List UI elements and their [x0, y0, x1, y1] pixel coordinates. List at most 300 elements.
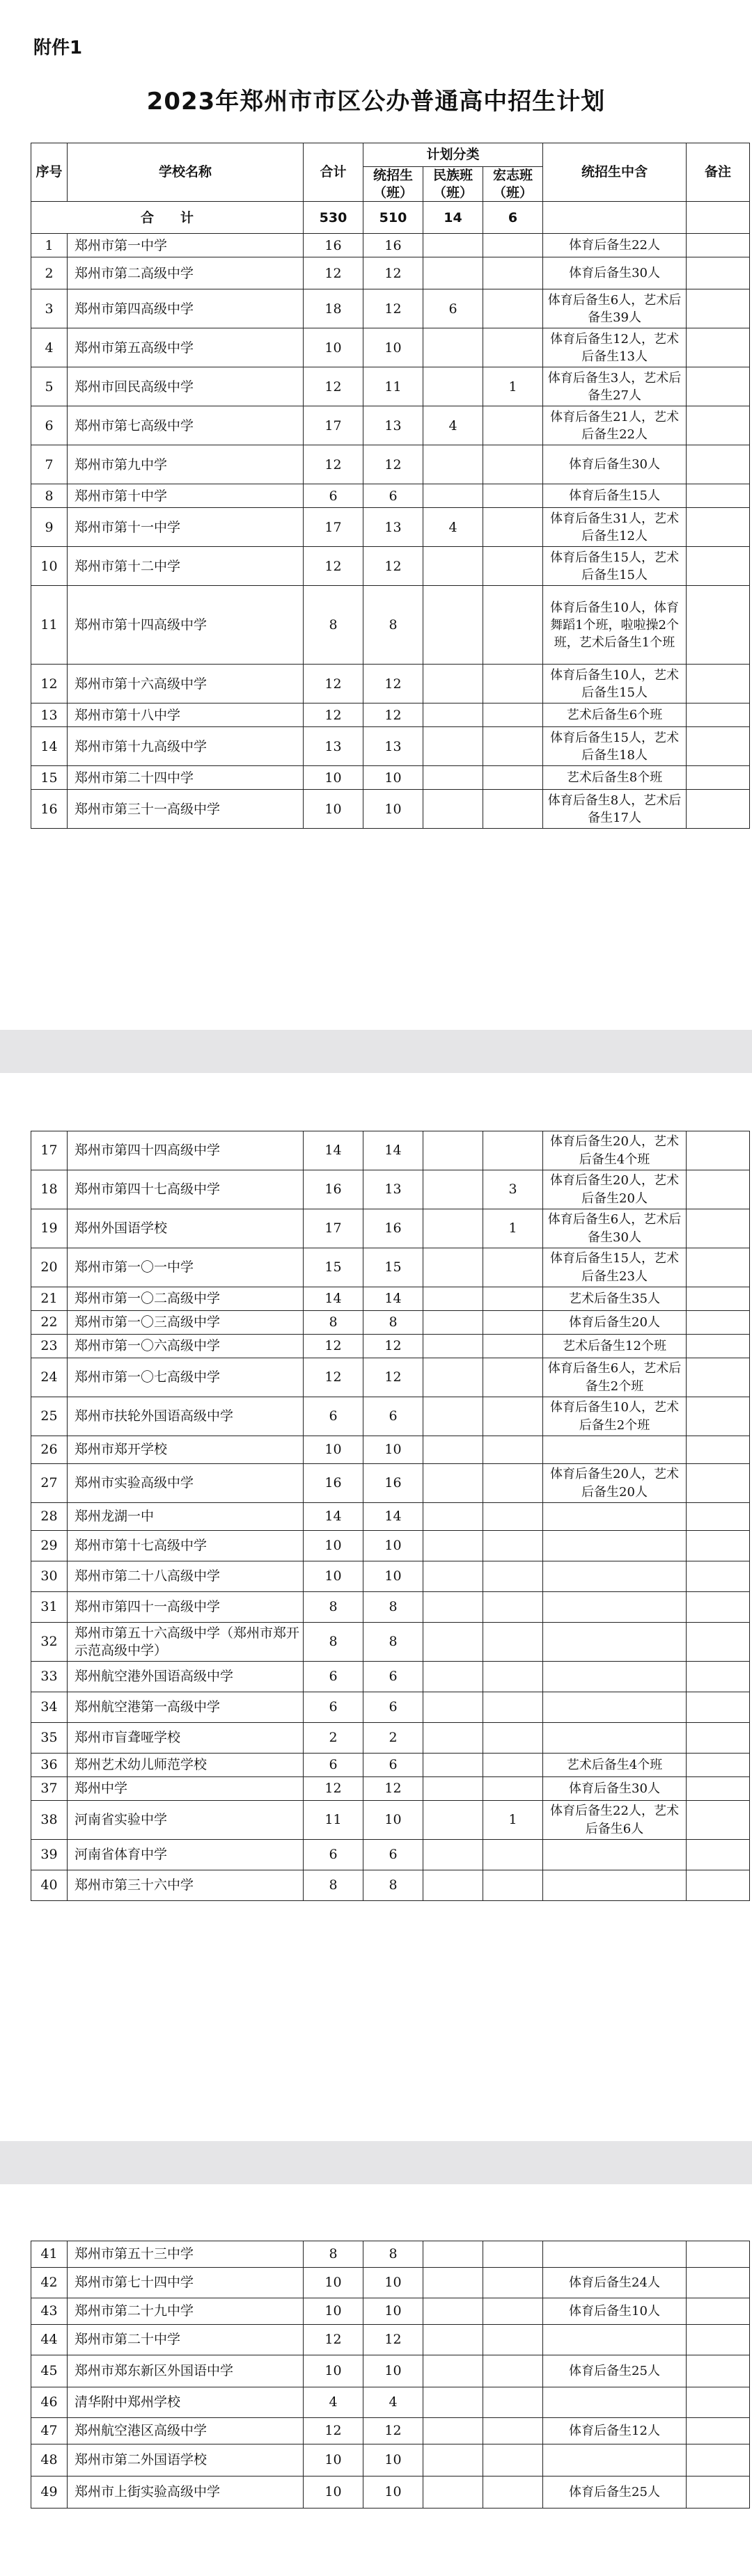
enrollment-table-page-1: [31, 143, 750, 829]
cell-minzu: [423, 1358, 483, 1397]
cell-general: 13: [363, 508, 423, 547]
cell-seq: 39: [31, 1840, 68, 1870]
cell-remark: [687, 2444, 750, 2476]
attachment-label: 附件1: [33, 38, 83, 58]
cell-includes: 体育后备生3人，艺术后备生27人: [543, 367, 687, 406]
cell-general: 10: [363, 1531, 423, 1561]
cell-total: 10: [304, 2476, 363, 2509]
cell-school-name: 郑州市第五高级中学: [68, 328, 304, 367]
cell-total: 10: [304, 1531, 363, 1561]
cell-includes: 体育后备生12人，艺术后备生13人: [543, 328, 687, 367]
cell-minzu: [423, 1248, 483, 1287]
cell-minzu: [423, 1170, 483, 1209]
cell-seq: 1: [31, 234, 68, 257]
cell-school-name: 郑州市第三十一高级中学: [68, 790, 304, 829]
cell-school-name: 郑州航空港第一高级中学: [68, 1692, 304, 1723]
enrollment-table-page-3: [31, 2241, 750, 2509]
cell-hongzhi: [483, 2418, 543, 2444]
cell-remark: [687, 1870, 750, 1901]
cell-hongzhi: [483, 790, 543, 829]
cell-general: 12: [363, 1777, 423, 1801]
cell-school-name: 郑州市第一中学: [68, 234, 304, 257]
cell-remark: [687, 703, 750, 727]
cell-minzu: [423, 2325, 483, 2355]
table-row: [31, 766, 750, 790]
cell-seq: 2: [31, 257, 68, 289]
cell-seq: 42: [31, 2268, 68, 2298]
cell-remark: [687, 1801, 750, 1840]
cell-seq: 31: [31, 1592, 68, 1623]
cell-hongzhi: [483, 1840, 543, 1870]
cell-includes: [543, 1561, 687, 1592]
cell-remark: [687, 665, 750, 703]
cell-seq: 30: [31, 1561, 68, 1592]
cell-hongzhi: [483, 703, 543, 727]
cell-includes: 艺术后备生8个班: [543, 766, 687, 790]
cell-includes: 体育后备生24人: [543, 2268, 687, 2298]
cell-includes: 艺术后备生6个班: [543, 703, 687, 727]
cell-hongzhi: [483, 257, 543, 289]
cell-includes: 体育后备生10人，艺术后备生15人: [543, 665, 687, 703]
cell-remark: [687, 1358, 750, 1397]
table-row: [31, 1777, 750, 1801]
cell-hongzhi: [483, 547, 543, 586]
cell-hongzhi: [483, 406, 543, 445]
cell-includes: 体育后备生22人: [543, 234, 687, 257]
cell-school-name: 郑州市第四十七高级中学: [68, 1170, 304, 1209]
cell-general: 10: [363, 328, 423, 367]
cell-total: 11: [304, 1801, 363, 1840]
cell-includes: [543, 1840, 687, 1870]
cell-total: 14: [304, 1131, 363, 1170]
cell-school-name: 郑州市第七高级中学: [68, 406, 304, 445]
cell-remark: [687, 1335, 750, 1358]
cell-minzu: [423, 1801, 483, 1840]
cell-total: 10: [304, 790, 363, 829]
cell-general: 14: [363, 1131, 423, 1170]
cell-school-name: 郑州外国语学校: [68, 1209, 304, 1248]
cell-general: 16: [363, 1209, 423, 1248]
cell-general: 2: [363, 1723, 423, 1754]
cell-seq: 3: [31, 289, 68, 328]
cell-seq: 44: [31, 2325, 68, 2355]
cell-seq: 34: [31, 1692, 68, 1723]
col-header-seq: 序号: [31, 143, 68, 202]
cell-seq: 11: [31, 586, 68, 665]
cell-minzu: [423, 1870, 483, 1901]
cell-remark: [687, 1131, 750, 1170]
cell-school-name: 郑州市第三十六中学: [68, 1870, 304, 1901]
cell-general: 14: [363, 1503, 423, 1531]
cell-total: 8: [304, 1870, 363, 1901]
cell-minzu: [423, 1592, 483, 1623]
cell-general: 12: [363, 2418, 423, 2444]
cell-includes: 体育后备生21人，艺术后备生22人: [543, 406, 687, 445]
cell-minzu: [423, 1335, 483, 1358]
cell-minzu: [423, 2387, 483, 2418]
page-gap: [0, 2141, 752, 2184]
cell-general: 13: [363, 406, 423, 445]
cell-general: 11: [363, 367, 423, 406]
cell-hongzhi: [483, 586, 543, 665]
cell-school-name: 郑州市第五十六高级中学（郑州市郑开示范高级中学）: [68, 1623, 304, 1662]
cell-general: 12: [363, 445, 423, 484]
cell-total: 4: [304, 2387, 363, 2418]
cell-general: 8: [363, 1311, 423, 1335]
table-row: [31, 1209, 750, 1248]
cell-total: 12: [304, 257, 363, 289]
table-row: [31, 1503, 750, 1531]
cell-school-name: 郑州市第一〇七高级中学: [68, 1358, 304, 1397]
cell-total: 12: [304, 2325, 363, 2355]
cell-hongzhi: [483, 2298, 543, 2325]
table-row: [31, 2325, 750, 2355]
cell-general: 12: [363, 257, 423, 289]
table-row: [31, 1397, 750, 1436]
table-row: [31, 1358, 750, 1397]
cell-school-name: 郑州市第十八中学: [68, 703, 304, 727]
cell-minzu: [423, 547, 483, 586]
cell-includes: [543, 1592, 687, 1623]
cell-school-name: 郑州市第五十三中学: [68, 2241, 304, 2268]
cell-remark: [687, 1209, 750, 1248]
cell-includes: [543, 1623, 687, 1662]
cell-seq: 19: [31, 1209, 68, 1248]
cell-minzu: [423, 2418, 483, 2444]
cell-remark: [687, 289, 750, 328]
cell-school-name: 郑州市第二十中学: [68, 2325, 304, 2355]
cell-seq: 12: [31, 665, 68, 703]
cell-total: 8: [304, 2241, 363, 2268]
cell-minzu: [423, 2298, 483, 2325]
cell-seq: 35: [31, 1723, 68, 1754]
cell-includes: 体育后备生10人: [543, 2298, 687, 2325]
cell-general: 6: [363, 1754, 423, 1777]
cell-includes: 体育后备生30人: [543, 445, 687, 484]
cell-school-name: 郑州市第二外国语学校: [68, 2444, 304, 2476]
cell-minzu: [423, 1131, 483, 1170]
cell-minzu: [423, 2268, 483, 2298]
table-row: [31, 1531, 750, 1561]
cell-hongzhi: [483, 1248, 543, 1287]
cell-includes: [543, 1436, 687, 1464]
cell-school-name: 郑州市第十二中学: [68, 547, 304, 586]
cell-includes: 体育后备生10人，艺术后备生2个班: [543, 1397, 687, 1436]
cell-general: 10: [363, 1436, 423, 1464]
table-row: [31, 547, 750, 586]
cell-minzu: [423, 1311, 483, 1335]
table-row: [31, 1248, 750, 1287]
cell-remark: [687, 1531, 750, 1561]
cell-includes: 艺术后备生12个班: [543, 1335, 687, 1358]
cell-seq: 17: [31, 1131, 68, 1170]
cell-hongzhi: [483, 508, 543, 547]
cell-seq: 22: [31, 1311, 68, 1335]
cell-minzu: [423, 328, 483, 367]
cell-minzu: [423, 586, 483, 665]
cell-total: 16: [304, 1170, 363, 1209]
cell-remark: [687, 1692, 750, 1723]
cell-general: 16: [363, 234, 423, 257]
cell-hongzhi: 1: [483, 1209, 543, 1248]
cell-total: 10: [304, 2355, 363, 2387]
col-header-minzu: 民族班（班）: [423, 167, 483, 202]
cell-remark: [687, 508, 750, 547]
cell-includes: [543, 2444, 687, 2476]
cell-general: 16: [363, 1464, 423, 1503]
table-row: [31, 484, 750, 508]
table-row: [31, 1436, 750, 1464]
cell-includes: 体育后备生15人，艺术后备生15人: [543, 547, 687, 586]
cell-school-name: 郑州市扶轮外国语高级中学: [68, 1397, 304, 1436]
cell-remark: [687, 1311, 750, 1335]
cell-hongzhi: 3: [483, 1170, 543, 1209]
cell-remark: [687, 1397, 750, 1436]
cell-includes: 艺术后备生4个班: [543, 1754, 687, 1777]
cell-total: 15: [304, 1248, 363, 1287]
cell-minzu: [423, 790, 483, 829]
cell-general: 6: [363, 1692, 423, 1723]
cell-general: 10: [363, 1561, 423, 1592]
cell-seq: 48: [31, 2444, 68, 2476]
cell-general: 8: [363, 1623, 423, 1662]
cell-hongzhi: [483, 1436, 543, 1464]
cell-hongzhi: [483, 1623, 543, 1662]
cell-total: 12: [304, 665, 363, 703]
cell-seq: 16: [31, 790, 68, 829]
table-row: [31, 1592, 750, 1623]
cell-hongzhi: [483, 289, 543, 328]
cell-remark: [687, 1436, 750, 1464]
cell-hongzhi: [483, 1358, 543, 1397]
cell-hongzhi: [483, 1777, 543, 1801]
table-row: [31, 1723, 750, 1754]
cell-minzu: [423, 445, 483, 484]
cell-minzu: [423, 727, 483, 766]
cell-total: 8: [304, 1311, 363, 1335]
cell-includes: [543, 1692, 687, 1723]
cell-includes: 体育后备生8人，艺术后备生17人: [543, 790, 687, 829]
cell-school-name: 郑州市第一〇二高级中学: [68, 1287, 304, 1311]
cell-general: 6: [363, 484, 423, 508]
cell-hongzhi: [483, 1723, 543, 1754]
totals-label: 合 计: [31, 202, 304, 234]
cell-includes: 体育后备生20人，艺术后备生20人: [543, 1464, 687, 1503]
cell-seq: 45: [31, 2355, 68, 2387]
table-row: [31, 1801, 750, 1840]
cell-seq: 28: [31, 1503, 68, 1531]
cell-minzu: [423, 1561, 483, 1592]
table-row: [31, 1335, 750, 1358]
cell-school-name: 郑州市第一〇六高级中学: [68, 1335, 304, 1358]
cell-total: 12: [304, 1358, 363, 1397]
cell-general: 10: [363, 2268, 423, 2298]
cell-remark: [687, 1248, 750, 1287]
cell-general: 14: [363, 1287, 423, 1311]
cell-remark: [687, 1623, 750, 1662]
table-row: [31, 1464, 750, 1503]
cell-minzu: [423, 2241, 483, 2268]
cell-total: 12: [304, 547, 363, 586]
cell-seq: 27: [31, 1464, 68, 1503]
cell-minzu: [423, 1754, 483, 1777]
cell-includes: 体育后备生6人，艺术后备生30人: [543, 1209, 687, 1248]
totals-row: [31, 202, 750, 234]
cell-remark: [687, 1723, 750, 1754]
cell-seq: 15: [31, 766, 68, 790]
cell-general: 8: [363, 1592, 423, 1623]
cell-remark: [687, 766, 750, 790]
cell-hongzhi: [483, 1335, 543, 1358]
cell-total: 17: [304, 406, 363, 445]
cell-school-name: 郑州龙湖一中: [68, 1503, 304, 1531]
cell-remark: [687, 1840, 750, 1870]
cell-general: 10: [363, 766, 423, 790]
cell-school-name: 郑州市第四十四高级中学: [68, 1131, 304, 1170]
cell-seq: 26: [31, 1436, 68, 1464]
table-row: [31, 1623, 750, 1662]
cell-hongzhi: [483, 2387, 543, 2418]
cell-minzu: [423, 703, 483, 727]
cell-remark: [687, 1777, 750, 1801]
cell-includes: 体育后备生6人，艺术后备生2个班: [543, 1358, 687, 1397]
cell-includes: 体育后备生15人，艺术后备生23人: [543, 1248, 687, 1287]
cell-includes: 体育后备生20人，艺术后备生20人: [543, 1170, 687, 1209]
cell-remark: [687, 1662, 750, 1692]
cell-seq: 32: [31, 1623, 68, 1662]
cell-minzu: [423, 665, 483, 703]
cell-general: 12: [363, 2325, 423, 2355]
cell-includes: [543, 1662, 687, 1692]
cell-remark: [687, 234, 750, 257]
cell-seq: 10: [31, 547, 68, 586]
cell-hongzhi: [483, 2355, 543, 2387]
cell-seq: 40: [31, 1870, 68, 1901]
cell-seq: 29: [31, 1531, 68, 1561]
cell-seq: 37: [31, 1777, 68, 1801]
table-row: [31, 1287, 750, 1311]
cell-hongzhi: [483, 1662, 543, 1692]
cell-total: 6: [304, 1692, 363, 1723]
table-row: [31, 257, 750, 289]
cell-school-name: 郑州市回民高级中学: [68, 367, 304, 406]
cell-includes: 艺术后备生35人: [543, 1287, 687, 1311]
cell-total: 12: [304, 1777, 363, 1801]
cell-seq: 41: [31, 2241, 68, 2268]
cell-general: 4: [363, 2387, 423, 2418]
cell-includes: 体育后备生20人，艺术后备生4个班: [543, 1131, 687, 1170]
cell-general: 12: [363, 703, 423, 727]
cell-remark: [687, 406, 750, 445]
totals-minzu: 14: [423, 202, 483, 234]
cell-school-name: 郑州市第四高级中学: [68, 289, 304, 328]
cell-general: 12: [363, 665, 423, 703]
cell-remark: [687, 586, 750, 665]
cell-school-name: 郑州航空港外国语高级中学: [68, 1662, 304, 1692]
cell-general: 6: [363, 1840, 423, 1870]
cell-seq: 5: [31, 367, 68, 406]
cell-seq: 9: [31, 508, 68, 547]
cell-remark: [687, 1287, 750, 1311]
table-row: [31, 1311, 750, 1335]
cell-includes: [543, 2241, 687, 2268]
cell-minzu: [423, 1692, 483, 1723]
cell-total: 6: [304, 1662, 363, 1692]
cell-total: 6: [304, 1840, 363, 1870]
cell-school-name: 郑州市郑东新区外国语中学: [68, 2355, 304, 2387]
cell-school-name: 郑州中学: [68, 1777, 304, 1801]
cell-remark: [687, 445, 750, 484]
cell-hongzhi: [483, 234, 543, 257]
cell-school-name: 郑州市第二十九中学: [68, 2298, 304, 2325]
cell-hongzhi: [483, 1464, 543, 1503]
cell-hongzhi: [483, 1287, 543, 1311]
cell-general: 8: [363, 1870, 423, 1901]
cell-minzu: [423, 1777, 483, 1801]
cell-total: 10: [304, 328, 363, 367]
cell-total: 12: [304, 1335, 363, 1358]
cell-hongzhi: [483, 1692, 543, 1723]
cell-total: 17: [304, 1209, 363, 1248]
cell-hongzhi: [483, 766, 543, 790]
totals-general: 510: [363, 202, 423, 234]
cell-hongzhi: [483, 1561, 543, 1592]
cell-school-name: 清华附中郑州学校: [68, 2387, 304, 2418]
cell-school-name: 郑州市第十七高级中学: [68, 1531, 304, 1561]
table-row: [31, 586, 750, 665]
cell-remark: [687, 2298, 750, 2325]
cell-total: 14: [304, 1503, 363, 1531]
cell-total: 2: [304, 1723, 363, 1754]
cell-remark: [687, 2325, 750, 2355]
cell-remark: [687, 727, 750, 766]
col-header-total: 合计: [304, 143, 363, 202]
cell-minzu: [423, 1840, 483, 1870]
cell-hongzhi: [483, 445, 543, 484]
cell-total: 17: [304, 508, 363, 547]
cell-total: 12: [304, 445, 363, 484]
cell-minzu: 4: [423, 508, 483, 547]
cell-general: 8: [363, 586, 423, 665]
cell-remark: [687, 1503, 750, 1531]
cell-includes: [543, 1870, 687, 1901]
cell-school-name: 郑州市盲聋哑学校: [68, 1723, 304, 1754]
cell-remark: [687, 1754, 750, 1777]
cell-minzu: [423, 2476, 483, 2509]
cell-school-name: 郑州艺术幼儿师范学校: [68, 1754, 304, 1777]
cell-minzu: [423, 1623, 483, 1662]
table-row: [31, 2476, 750, 2509]
cell-total: 8: [304, 1623, 363, 1662]
col-header-hongzhi: 宏志班（班）: [483, 167, 543, 202]
cell-school-name: 郑州市第十九高级中学: [68, 727, 304, 766]
cell-remark: [687, 257, 750, 289]
cell-includes: 体育后备生30人: [543, 257, 687, 289]
cell-seq: 18: [31, 1170, 68, 1209]
cell-general: 15: [363, 1248, 423, 1287]
cell-seq: 13: [31, 703, 68, 727]
cell-seq: 6: [31, 406, 68, 445]
cell-seq: 24: [31, 1358, 68, 1397]
cell-hongzhi: [483, 1754, 543, 1777]
table-row: [31, 234, 750, 257]
cell-minzu: 6: [423, 289, 483, 328]
cell-general: 12: [363, 1335, 423, 1358]
cell-seq: 38: [31, 1801, 68, 1840]
cell-school-name: 郑州航空港区高级中学: [68, 2418, 304, 2444]
cell-school-name: 郑州市第二十八高级中学: [68, 1561, 304, 1592]
cell-hongzhi: [483, 328, 543, 367]
